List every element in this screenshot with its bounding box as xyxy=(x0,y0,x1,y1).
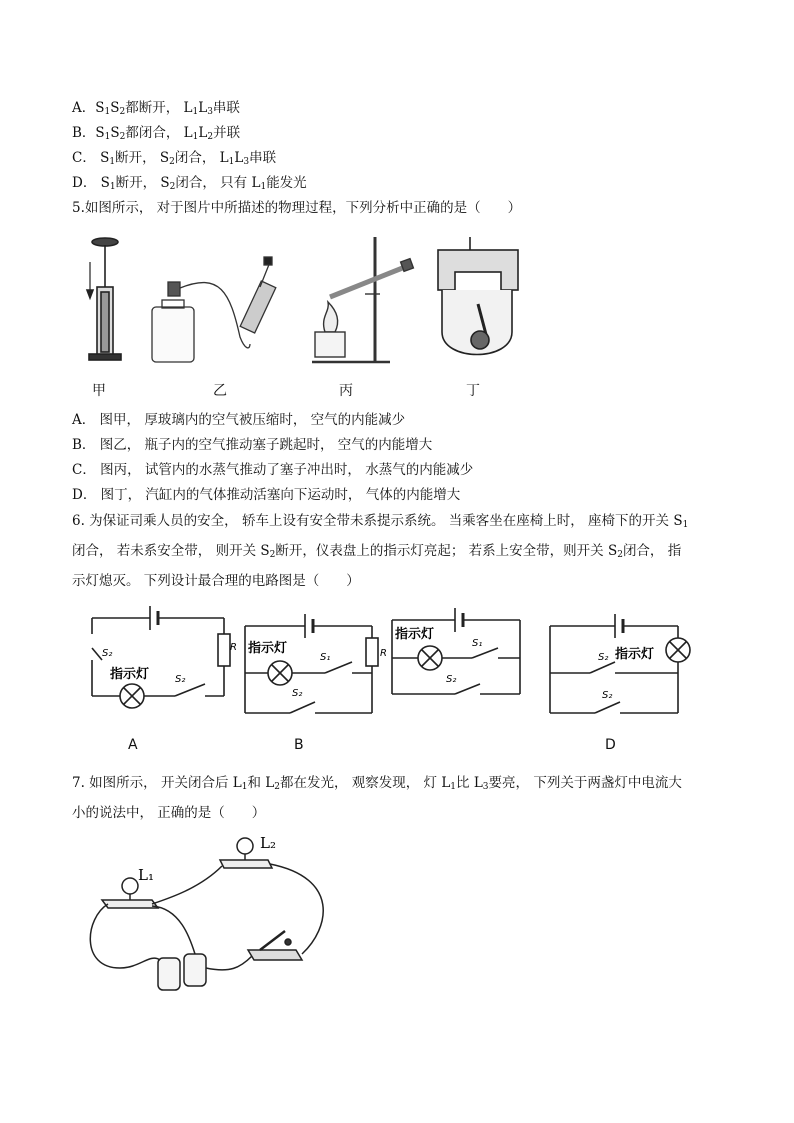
q7-circuit-svg xyxy=(80,828,360,998)
figure-jia-fire-syringe xyxy=(87,238,121,360)
q4-option-a: A．$S_1S_2$都断开， $L_1L_3$串联 xyxy=(72,100,240,117)
circuit-c-s1-label: S₁ xyxy=(472,638,483,649)
q5-figure-row xyxy=(80,232,520,377)
figure-yi-bottle-pump xyxy=(152,257,276,362)
circuit-b-lamp-label: 指示灯 xyxy=(248,641,288,656)
q7-l1-label: L₁ xyxy=(138,866,154,884)
circuit-d-option: D xyxy=(605,737,616,753)
circuit-a-s2b-label: S₂ xyxy=(175,674,186,685)
circuit-a-lamp-label: 指示灯 xyxy=(110,667,150,682)
circuit-b-s2-label: S₂ xyxy=(292,688,303,699)
circuit-a-s2-label: S₂ xyxy=(102,648,113,659)
figure-bing-test-tube xyxy=(312,237,413,362)
switch-base xyxy=(248,931,302,960)
circuit-c-s2-label: S₂ xyxy=(446,674,457,685)
q4-option-b: B．$S_1S_2$都闭合， $L_1L_2$并联 xyxy=(72,125,241,142)
q6-circuits-svg xyxy=(80,598,720,728)
q5-option-b: B． 图乙， 瓶子内的空气推动塞子跳起时， 空气的内能增大 xyxy=(72,437,433,453)
circuit-d-s2b-label: S₂ xyxy=(602,690,613,701)
figure-ding-engine-cylinder xyxy=(438,237,518,355)
circuit-d-lamp-label: 指示灯 xyxy=(615,647,655,662)
q5-stem: 5.如图所示， 对于图片中所描述的物理过程，下列分析中正确的是（ ） xyxy=(72,200,522,216)
q7-l2-label: L₂ xyxy=(260,834,276,852)
circuit-a-r-label: R xyxy=(230,642,237,653)
q5-option-a: A． 图甲， 厚玻璃内的空气被压缩时， 空气的内能减少 xyxy=(72,412,406,428)
caption-jia: 甲 xyxy=(92,383,106,399)
q4-option-d: D． $S_1$断开， $S_2$闭合， 只有 $L_1$能发光 xyxy=(72,175,307,192)
q4-option-c: C． $S_1$断开， $S_2$闭合， $L_1L_3$串联 xyxy=(72,150,277,167)
q6-circuits xyxy=(80,598,720,728)
circuit-a-option: A xyxy=(128,737,138,753)
q7-stem: 7. 如图所示， 开关闭合后 $L_1$和 $L_2$都在发光， 观察发现， 灯 $L_1$比 $L_3$要亮， 下列关于两盏灯中电流大 小的说法中， 正确的是（ ） xyxy=(72,775,682,821)
caption-bing: 丙 xyxy=(339,383,353,399)
circuit-b-r-label: R xyxy=(380,648,387,659)
circuit-d xyxy=(550,614,690,713)
q5-figures-svg xyxy=(80,232,520,377)
circuit-b xyxy=(245,614,378,713)
circuit-c-lamp-label: 指示灯 xyxy=(395,627,435,642)
circuit-b-s1-label: S₁ xyxy=(320,652,331,663)
q5-option-c: C． 图丙， 试管内的水蒸气推动了塞子冲出时， 水蒸气的内能减少 xyxy=(72,462,474,478)
q5-option-d: D． 图丁， 汽缸内的气体推动活塞向下运动时， 气体的内能增大 xyxy=(72,487,461,503)
caption-yi: 乙 xyxy=(213,383,227,399)
q6-stem: 6. 为保证司乘人员的安全， 轿车上设有安全带未系提示系统。 当乘客坐在座椅上时， 座椅下的开关 $S_1$ 闭合， 若未系安全带， 则开关 $S_2$断开，仪表盘上的指示灯亮起； 若系上安全带，则开关 $S_2$闭合， 指 示灯熄灭。 下列设计最合理的电路图是（ ） xyxy=(72,513,689,589)
battery-cells xyxy=(158,954,206,990)
circuit-a xyxy=(92,606,230,708)
caption-ding: 丁 xyxy=(466,383,480,399)
q7-circuit-figure xyxy=(80,828,360,998)
circuit-b-option: B xyxy=(294,737,304,753)
circuit-d-s2-label: S₂ xyxy=(598,652,609,663)
